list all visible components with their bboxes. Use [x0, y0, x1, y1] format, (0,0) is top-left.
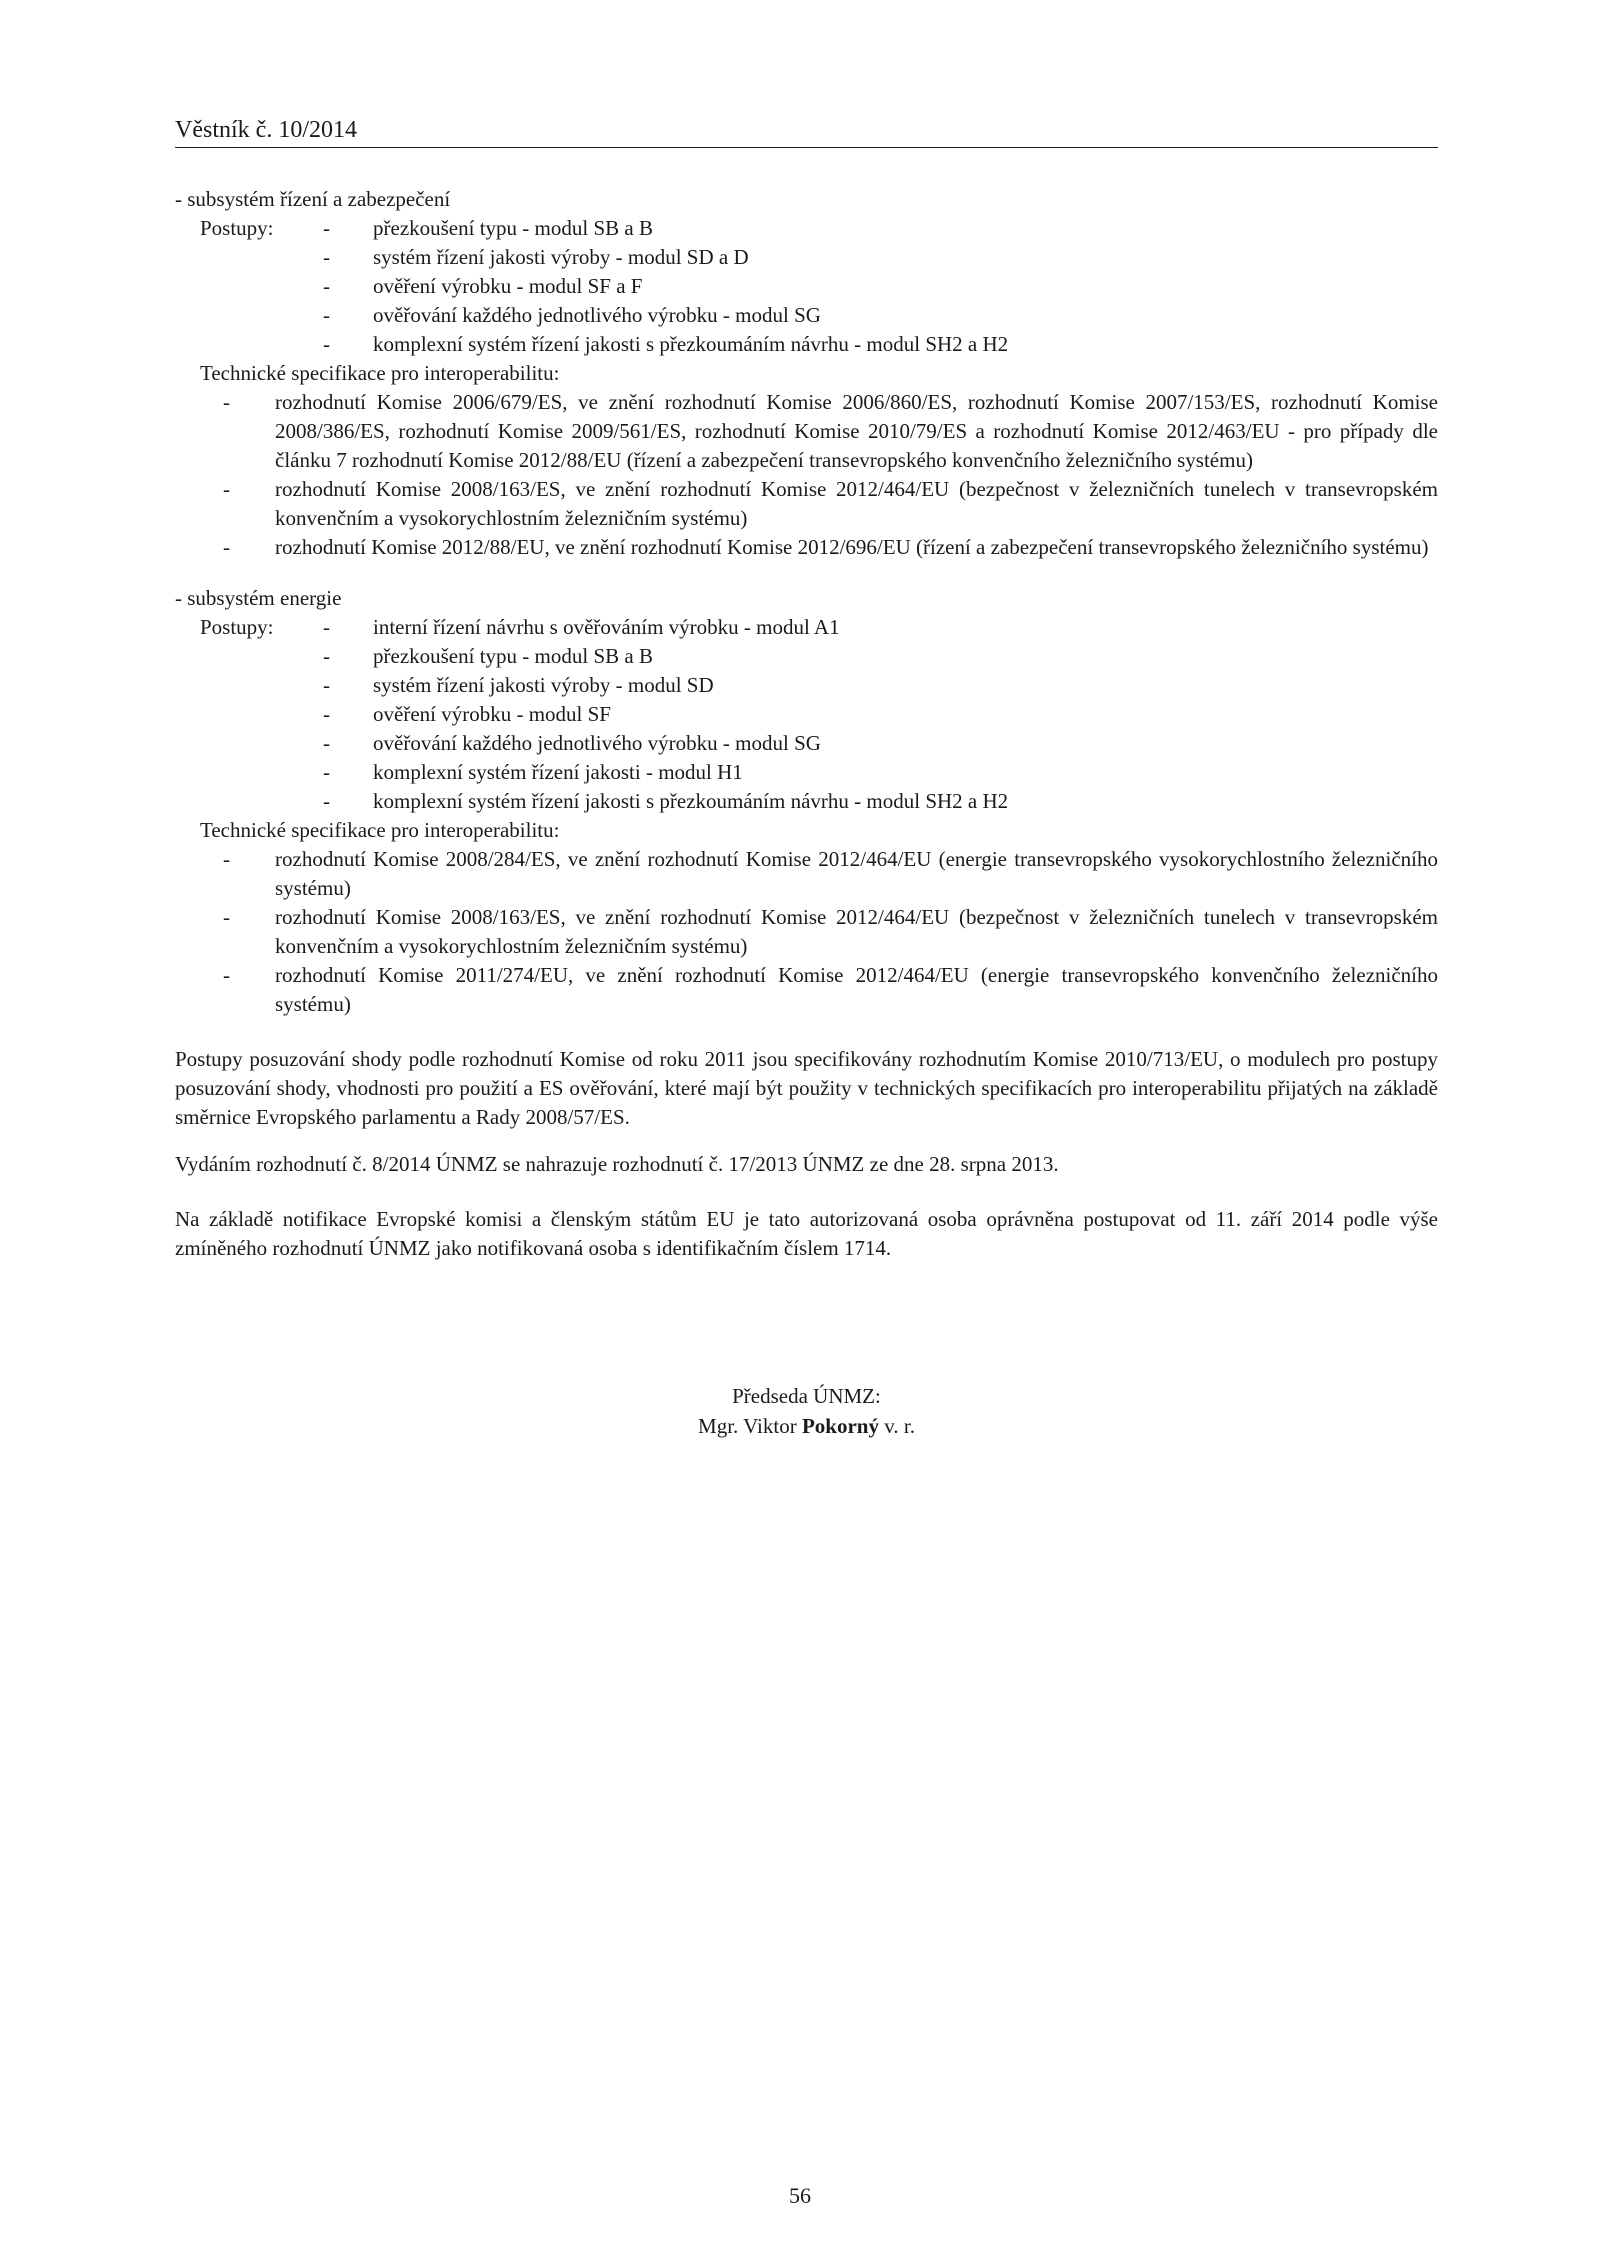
dash-marker: -	[323, 216, 330, 240]
section2-title: - subsystém energie	[175, 586, 342, 610]
signature-name: Mgr. Viktor Pokorný v. r.	[698, 1414, 915, 1438]
procedure-item: - komplexní systém řízení jakosti s přezkoumáním návrhu - modul SH2 a H2	[323, 332, 1009, 356]
specs-label: Technické specifikace pro interoperabilitu:	[200, 361, 560, 385]
spec-item: - rozhodnutí Komise 2012/88/EU, ve znění rozhodnutí Komise 2012/696/EU (řízení a zabezpečení transevropského železničního systému)	[223, 535, 1429, 559]
procedure-item: - komplexní systém řízení jakosti s přezkoumáním návrhu - modul SH2 a H2	[323, 789, 1009, 813]
procedures-label: Postupy:	[200, 615, 274, 639]
spec-item: - rozhodnutí Komise 2008/284/ES, ve znění rozhodnutí Komise 2012/464/EU (energie transevropského vysokorychlostního železničního systému)	[223, 847, 1438, 900]
header-title: Věstník č. 10/2014	[175, 117, 357, 143]
paragraph-conformity: Postupy posuzování shody podle rozhodnutí Komise od roku 2011 jsou specifikovány rozhodnutím Komise 2010/713/EU, o modulech pro postupy posuzování shody, vhodnosti pro použití a ES ověřování, které mají být použity v technických specifikacích pro interoperabilitu přijatých na základě směrnice Evropského parlamentu a Rady 2008/57/ES.	[175, 1047, 1438, 1129]
document-body	[175, 185, 1438, 1441]
paragraph-notification: Na základě notifikace Evropské komisi a členským státům EU je tato autorizovaná osoba oprávněna postupovat od 11. září 2014 podle výše zmíněného rozhodnutí ÚNMZ jako notifikovaná osoba s identifikačním číslem 1714.	[175, 1207, 1438, 1260]
page-header	[175, 115, 1438, 148]
signature-role: Předseda ÚNMZ:	[732, 1384, 881, 1408]
signature-block	[175, 1381, 1438, 1441]
procedure-item: - přezkoušení typu - modul SB a B	[323, 644, 653, 668]
procedure-item: - komplexní systém řízení jakosti - modul H1	[323, 760, 743, 784]
procedure-item: - ověření výrobku - modul SF a F	[323, 274, 643, 298]
procedure-item: Postupy: - interní řízení návrhu s ověřováním výrobku - modul A1	[175, 613, 1438, 642]
procedure-item: - ověření výrobku - modul SF	[323, 702, 611, 726]
procedure-item: Postupy: - přezkoušení typu - modul SB a B	[175, 214, 1438, 243]
spec-item: - rozhodnutí Komise 2011/274/EU, ve znění rozhodnutí Komise 2012/464/EU (energie transevropského konvenčního železničního systému)	[223, 963, 1438, 1016]
section1-title: - subsystém řízení a zabezpečení	[175, 187, 451, 211]
spec-item: - rozhodnutí Komise 2006/679/ES, ve znění rozhodnutí Komise 2006/860/ES, rozhodnutí Komise 2007/153/ES, rozhodnutí Komise 2008/386/ES, rozhodnutí Komise 2009/561/ES, rozhodnutí Komise 2010/79/ES a rozhodnutí Komise 2012/463/EU - pro případy dle článku 7 rozhodnutí Komise 2012/88/EU (řízení a zabezpečení transevropského konvenčního železničního systému)	[223, 390, 1438, 472]
specs-label: Technické specifikace pro interoperabilitu:	[200, 818, 560, 842]
procedure-item: - systém řízení jakosti výroby - modul SD	[323, 673, 714, 697]
procedure-item: - ověřování každého jednotlivého výrobku - modul SG	[323, 731, 821, 755]
spec-item: - rozhodnutí Komise 2008/163/ES, ve znění rozhodnutí Komise 2012/464/EU (bezpečnost v železničních tunelech v transevropském konvenčním a vysokorychlostním železničním systému)	[223, 905, 1438, 958]
procedure-item: - ověřování každého jednotlivého výrobku - modul SG	[323, 303, 821, 327]
spec-item: - rozhodnutí Komise 2008/163/ES, ve znění rozhodnutí Komise 2012/464/EU (bezpečnost v železničních tunelech v transevropském konvenčním a vysokorychlostním železničním systému)	[223, 477, 1438, 530]
paragraph-replacement: Vydáním rozhodnutí č. 8/2014 ÚNMZ se nahrazuje rozhodnutí č. 17/2013 ÚNMZ ze dne 28. srpna 2013.	[175, 1152, 1059, 1176]
procedure-item: - systém řízení jakosti výroby - modul SD a D	[323, 245, 749, 269]
page-number: 56	[789, 2183, 811, 2208]
procedures-label: Postupy:	[200, 216, 274, 240]
